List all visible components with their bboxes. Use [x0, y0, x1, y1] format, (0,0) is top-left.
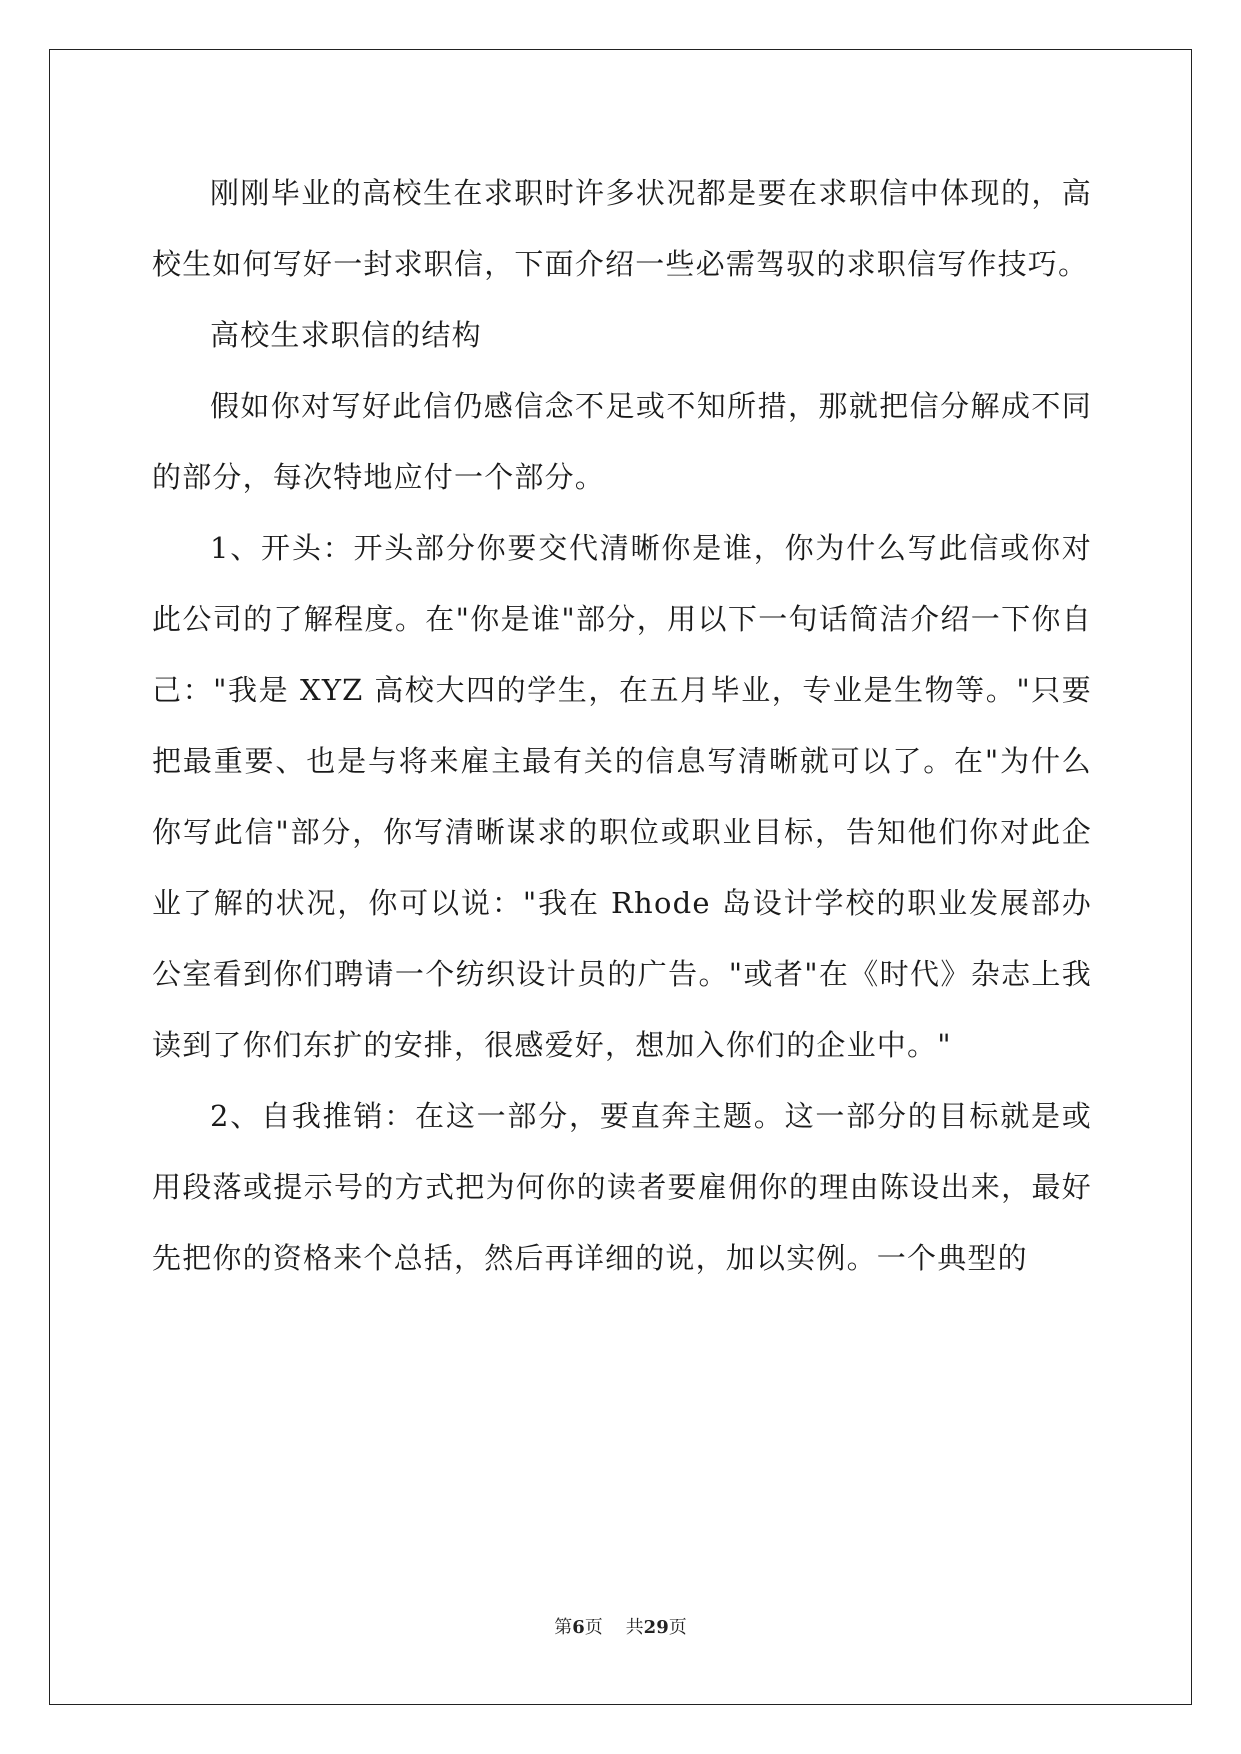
paragraph-structure: 假如你对写好此信仍感信念不足或不知所措，那就把信分解成不同的部分，每次特地应付一个部分。: [152, 389, 1092, 494]
section-heading: 高校生求职信的结构: [210, 318, 482, 352]
footer-total-prefix: 共: [625, 1617, 644, 1638]
footer-page-suffix: 页: [584, 1617, 603, 1638]
footer-page-number: 6: [572, 1617, 585, 1638]
page-footer: [0, 1613, 1241, 1639]
footer-total-pages: 29: [643, 1617, 669, 1638]
footer-total-suffix: 页: [668, 1617, 687, 1638]
paragraph-opening: 1、开头：开头部分你要交代清晰你是谁，你为什么写此信或你对此公司的了解程度。在"你是谁"部分，用以下一句话简洁介绍一下你自己："我是 XYZ 高校大四的学生，在五月毕业，专业是生物等。"只要把最重要、也是与将来雇主最有关的信息写清晰就可以了。在"为什么你写此信"部分，你写清晰谋求的职位或职业目标，告知他们你对此企业了解的状况，你可以说："我在 Rhode 岛设计学校的职业发展部办公室看到你们聘请一个纺织设计员的广告。"或者"在《时代》杂志上我读到了你们东扩的安排，很感爱好，想加入你们的企业中。": [152, 531, 1092, 1062]
paragraph-intro: 刚刚毕业的高校生在求职时许多状况都是要在求职信中体现的，高校生如何写好一封求职信，下面介绍一些必需驾驭的求职信写作技巧。: [152, 176, 1092, 281]
paragraph-self-promotion: 2、自我推销：在这一部分，要直奔主题。这一部分的目标就是或用段落或提示号的方式把为何你的读者要雇佣你的理由陈设出来，最好先把你的资格来个总括，然后再详细的说，加以实例。一个典型的: [152, 1099, 1092, 1275]
document-body: [152, 158, 1092, 1294]
footer-prefix: 第: [554, 1617, 573, 1638]
